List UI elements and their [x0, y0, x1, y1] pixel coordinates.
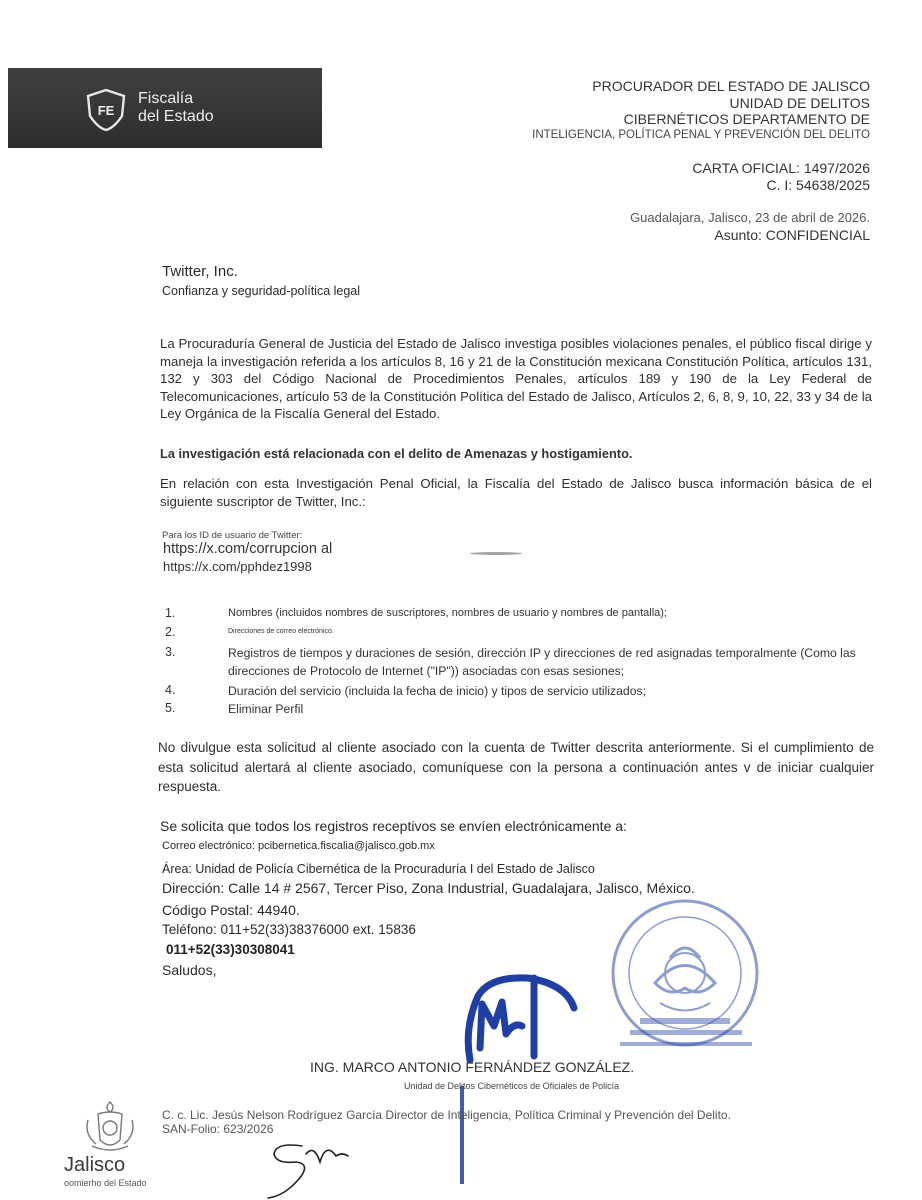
list-item: Nombres (incluidos nombres de suscriptores, nombres de usuario y nombres de pantalla); [228, 607, 667, 619]
list-item: Registros de tiempos y duraciones de sesión, dirección IP y direcciones de red asignadas temporalmente (Como las direcciones de Protocolo de Internet ("IP")) asociadas con esas sesiones; [228, 646, 856, 678]
list-number: 4. [165, 683, 176, 697]
account-url-1: https://x.com/corrupcion al [163, 541, 333, 557]
list-item: Direcciones de correo electrónico. [228, 628, 334, 635]
carbon-copy: C. c. Lic. Jesús Nelson Rodríguez García Director de Inteligencia, Política Criminal y Prevención del Delito. [162, 1108, 731, 1122]
logo-line-2: del Estado [138, 108, 214, 125]
contact-phone-2: 011+52(33)30308041 [166, 942, 295, 957]
case-number: C. I: 54638/2025 [766, 177, 870, 193]
header-line-1: PROCURADOR DEL ESTADO DE JALISCO [592, 78, 870, 94]
jalisco-coat-of-arms-icon [82, 1098, 138, 1152]
user-id-label: Para los ID de usuario de Twitter: [162, 530, 303, 541]
list-number: 5. [165, 701, 176, 715]
folio-number: SAN-Folio: 623/2026 [162, 1122, 274, 1136]
asunto: Asunto: CONFIDENCIAL [714, 227, 870, 243]
non-disclosure-notice: No divulgue esta solicitud al cliente asociado con la cuenta de Twitter descrita anteriormente. Si el cumplimiento de esta solicitud alertará al cliente asociado, comuníquese con la persona a continuación antes v de iniciar cualquier respuesta. [158, 740, 874, 794]
fe-badge-text: FE [97, 103, 115, 118]
header-line-3: CIBERNÉTICOS DEPARTAMENTO DE [623, 111, 870, 127]
fe-shield-icon [84, 88, 128, 132]
contact-intro: Se solicita que todos los registros receptivos se envíen electrónicamente a: [160, 818, 627, 834]
body-paragraph-crime: La investigación está relacionada con el delito de Amenazas y hostigamiento. [160, 446, 633, 461]
contact-phone: Teléfono: 011+52(33)38376000 ext. 15836 [162, 922, 416, 937]
official-seal-stamp [600, 888, 770, 1058]
signature-scribble [456, 968, 586, 1068]
signatory-name: ING. MARCO ANTONIO FERNÁNDEZ GONZÁLEZ. [310, 1059, 635, 1075]
header-line-4: INTELIGENCIA, POLÍTICA PENAL Y PREVENCIÓN DEL DELITO [532, 129, 870, 141]
recipient-name: Twitter, Inc. [162, 263, 238, 280]
initials-signature [262, 1132, 352, 1200]
place-date: Guadalajara, Jalisco, 23 de abril de 2026. [630, 210, 870, 225]
list-number: 1. [165, 606, 176, 620]
list-item: Eliminar Perfil [228, 702, 304, 716]
recipient-department: Confianza y seguridad-política legal [162, 284, 361, 298]
header-line-2: UNIDAD DE DELITOS [729, 95, 870, 111]
logo-line-1: Fiscalía [138, 90, 194, 107]
body-paragraph-request: En relación con esta Investigación Penal Oficial, la Fiscalía del Estado de Jalisco busca información básica de el siguiente suscriptor de Twitter, Inc.: [160, 476, 872, 509]
closing: Saludos, [162, 962, 217, 978]
contact-address: Dirección: Calle 14 # 2567, Tercer Piso, Zona Industrial, Guadalajara, Jalisco, México. [162, 880, 695, 896]
signature-vertical-line [460, 1086, 464, 1184]
logo-text [138, 90, 214, 126]
scan-mark [470, 552, 522, 555]
list-number: 3. [165, 645, 176, 659]
list-item: Duración del servicio (incluida la fecha de inicio) y tipos de servicio utilizados; [228, 684, 646, 698]
body-paragraph-legal: La Procuraduría General de Justicia del Estado de Jalisco investiga posibles violaciones penales, el público fiscal dirige y maneja la investigación referida a los artículos 8, 16 y 21 de la Constitución mexicana Constitución Política, artículos 131, 132 y 303 del Código Nacional de Procedimientos Penales, artículos 189 y 190 de la Ley Federal de Telecomunicaciones, artículo 53 de la Constitución Política del Estado de Jalisco, Artículos 2, 6, 8, 9, 10, 22, 33 y 34 de la Ley Orgánica de la Fiscalía General del Estado. [160, 336, 872, 421]
list-number: 2. [165, 625, 176, 639]
carta-oficial: CARTA OFICIAL: 1497/2026 [692, 160, 870, 176]
signatory-title: Unidad de Delitos Cibernéticos de Oficiales de Policía [404, 1081, 620, 1091]
contact-postal: Código Postal: 44940. [162, 902, 300, 918]
account-url-2: https://x.com/pphdez1998 [163, 559, 312, 574]
contact-area: Área: Unidad de Policía Cibernética de la Procuraduría I del Estado de Jalisco [162, 862, 595, 876]
jalisco-brand-sub: oomierho del Estado [64, 1178, 147, 1188]
contact-email: Correo electrónico: pcibernetica.fiscalia@jalisco.gob.mx [162, 840, 435, 852]
jalisco-brand: Jalisco [64, 1154, 126, 1176]
